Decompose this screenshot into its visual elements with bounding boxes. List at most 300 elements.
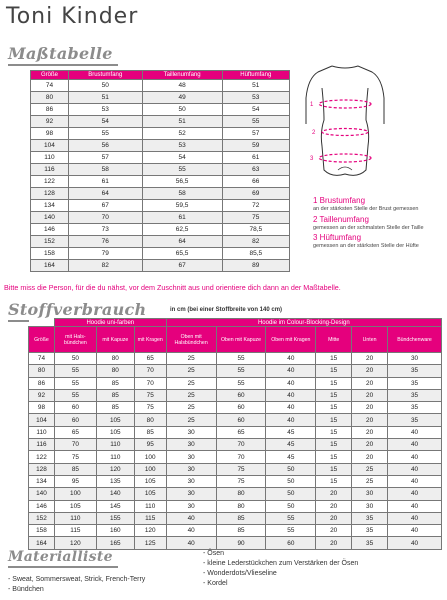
stoff-cell: 70 (134, 377, 166, 389)
stoff-cell: 40 (388, 439, 442, 451)
stoff-cell: 55 (216, 377, 266, 389)
column-header: Oben mit Halsbündchen (166, 327, 216, 353)
mass-cell: 53 (222, 92, 289, 104)
stoff-table-row (29, 463, 442, 475)
stoff-table-row (29, 402, 442, 414)
stoff-cell: 110 (54, 512, 96, 524)
stoff-cell: 105 (54, 500, 96, 512)
mass-cell: 128 (31, 188, 69, 200)
stoff-cell: 80 (216, 488, 266, 500)
mass-cell: 61 (142, 212, 222, 224)
stoff-cell: 40 (388, 426, 442, 438)
stoff-cell: 85 (134, 426, 166, 438)
mass-table-body (31, 80, 290, 272)
mass-cell: 55 (68, 128, 142, 140)
mass-cell: 63 (222, 164, 289, 176)
stoff-cell: 20 (316, 537, 352, 549)
stoff-cell: 105 (96, 414, 134, 426)
stoff-cell: 105 (96, 426, 134, 438)
mass-table-row (31, 164, 290, 176)
stoff-cell: 30 (166, 500, 216, 512)
stoff-table-row (29, 525, 442, 537)
stoff-cell: 30 (166, 439, 216, 451)
stoff-cell: 20 (316, 512, 352, 524)
mass-cell: 57 (222, 128, 289, 140)
legend-description: an der stärksten Stelle der Brust gemessen (313, 206, 419, 212)
mass-cell: 70 (68, 212, 142, 224)
stoff-cell: 70 (216, 439, 266, 451)
stoff-cell: 20 (352, 389, 388, 401)
stoff-cell: 35 (352, 537, 388, 549)
stoff-table (28, 318, 442, 550)
stoff-cell: 40 (266, 365, 316, 377)
legend-item-huefte (313, 233, 438, 250)
mass-cell: 158 (31, 248, 69, 260)
stoff-cell: 155 (96, 512, 134, 524)
stoff-cell: 95 (134, 439, 166, 451)
stoff-cell: 70 (134, 365, 166, 377)
stoff-cell: 15 (316, 475, 352, 487)
stoff-cell: 55 (216, 365, 266, 377)
stoff-cell: 45 (266, 439, 316, 451)
stoff-cell: 20 (316, 500, 352, 512)
mass-table-row (31, 188, 290, 200)
legend-item-brust (313, 196, 438, 213)
stoff-table-row (29, 353, 442, 365)
stoff-cell: 20 (316, 525, 352, 537)
stoff-cell: 110 (134, 500, 166, 512)
stoff-cell: 35 (388, 389, 442, 401)
stoff-table-row (29, 389, 442, 401)
stoff-table-row (29, 439, 442, 451)
mass-cell: 49 (142, 92, 222, 104)
mass-cell: 67 (142, 260, 222, 272)
column-header: Unten (352, 327, 388, 353)
material-item: - Ösen (203, 550, 225, 557)
stoff-cell: 60 (216, 402, 266, 414)
svg-text:2: 2 (312, 130, 316, 136)
size-cell: 164 (29, 537, 55, 549)
mass-cell: 152 (31, 236, 69, 248)
stoff-cell: 15 (316, 463, 352, 475)
mass-cell: 164 (31, 260, 69, 272)
stoff-cell: 30 (166, 475, 216, 487)
stoff-cell: 30 (166, 426, 216, 438)
material-item: - kleine Lederstückchen zum Verstärken der Ösen (203, 560, 359, 567)
stoff-cell: 35 (352, 512, 388, 524)
size-cell: 80 (29, 365, 55, 377)
stoff-cell: 15 (316, 402, 352, 414)
stoff-cell: 30 (166, 463, 216, 475)
stoff-cell: 105 (134, 488, 166, 500)
stoff-cell: 20 (352, 377, 388, 389)
mass-cell: 82 (68, 260, 142, 272)
stoff-cell: 40 (388, 463, 442, 475)
stoff-cell: 50 (266, 475, 316, 487)
mass-cell: 48 (142, 80, 222, 92)
material-item: - Wonderdots/Vlieseline (203, 570, 277, 577)
stoff-cell: 30 (388, 353, 442, 365)
mass-cell: 54 (142, 152, 222, 164)
material-list-right (203, 549, 358, 589)
stoff-cell: 25 (166, 353, 216, 365)
legend-label: 2 Taillenumfang (313, 214, 369, 224)
mass-table-row (31, 116, 290, 128)
stoff-table-row (29, 377, 442, 389)
mass-table-row (31, 128, 290, 140)
mass-header-cell: Hüftumfang (222, 71, 289, 80)
stoff-cell: 85 (216, 525, 266, 537)
materialliste-heading (8, 549, 118, 568)
stoff-cell: 30 (352, 488, 388, 500)
stoff-cell: 45 (266, 426, 316, 438)
stoff-cell: 100 (134, 451, 166, 463)
mass-cell: 53 (68, 104, 142, 116)
mass-cell: 61 (222, 152, 289, 164)
stoff-cell: 55 (216, 353, 266, 365)
mass-cell: 75 (222, 212, 289, 224)
mass-table-row (31, 140, 290, 152)
stoff-cell: 50 (266, 488, 316, 500)
stoff-cell: 50 (266, 463, 316, 475)
stoff-cell: 55 (54, 377, 96, 389)
stoff-cell: 165 (96, 537, 134, 549)
brand-title: Toni Kinder (6, 4, 139, 29)
stoff-cell: 50 (54, 353, 96, 365)
mass-cell: 74 (31, 80, 69, 92)
stoff-cell: 65 (134, 353, 166, 365)
empty-corner-cell (29, 319, 55, 327)
stoff-cell: 30 (352, 500, 388, 512)
stoff-cell: 95 (54, 475, 96, 487)
stoff-cell: 55 (54, 389, 96, 401)
stoff-cell: 40 (388, 525, 442, 537)
legend-description: gemessen an der stärksten Stelle der Hüfte (313, 243, 419, 249)
mass-cell: 51 (222, 80, 289, 92)
stoff-cell: 40 (166, 537, 216, 549)
stoff-cell: 15 (316, 426, 352, 438)
size-cell: 128 (29, 463, 55, 475)
stoff-cell: 50 (266, 500, 316, 512)
size-cell: 146 (29, 500, 55, 512)
mass-cell: 79 (68, 248, 142, 260)
stoff-cell: 85 (96, 389, 134, 401)
stoff-table-row (29, 475, 442, 487)
mass-header-cell: Taillenumfang (142, 71, 222, 80)
mass-cell: 72 (222, 200, 289, 212)
mass-header-cell: Größe (31, 71, 69, 80)
stoff-cell: 25 (166, 389, 216, 401)
legend-label: 3 Hüftumfang (313, 233, 362, 242)
mass-table-row (31, 212, 290, 224)
size-cell: 134 (29, 475, 55, 487)
stoff-table-row (29, 500, 442, 512)
column-header: mit Kragen (134, 327, 166, 353)
mass-cell: 85,5 (222, 248, 289, 260)
stoff-cell: 120 (54, 537, 96, 549)
stoff-cell: 40 (266, 377, 316, 389)
size-cell: 110 (29, 426, 55, 438)
mass-cell: 80 (31, 92, 69, 104)
stoff-table-row (29, 488, 442, 500)
stoff-cell: 75 (216, 475, 266, 487)
stoff-cell: 20 (352, 426, 388, 438)
stoff-cell: 15 (316, 451, 352, 463)
stoff-cell: 75 (134, 389, 166, 401)
size-cell: 86 (29, 377, 55, 389)
stoff-cell: 115 (134, 512, 166, 524)
stoff-cell: 140 (96, 488, 134, 500)
stoff-cell: 40 (166, 525, 216, 537)
mass-cell: 76 (68, 236, 142, 248)
stoff-column-header (29, 327, 442, 353)
stoff-cell: 75 (54, 451, 96, 463)
svg-text:3: 3 (310, 156, 314, 162)
stoff-cell: 40 (388, 488, 442, 500)
mass-cell: 55 (222, 116, 289, 128)
stoff-cell: 40 (266, 414, 316, 426)
mass-cell: 62,5 (142, 224, 222, 236)
stoff-cell: 15 (316, 377, 352, 389)
mass-cell: 82 (222, 236, 289, 248)
stoff-cell: 35 (388, 365, 442, 377)
mass-cell: 58 (142, 188, 222, 200)
mass-table-row (31, 200, 290, 212)
mass-table-row (31, 80, 290, 92)
materialliste-heading-text: Materialliste (8, 549, 113, 565)
mass-cell: 140 (31, 212, 69, 224)
mass-cell: 54 (222, 104, 289, 116)
measurement-legend (313, 196, 438, 252)
stoff-table-body (29, 319, 442, 550)
mass-cell: 65,5 (142, 248, 222, 260)
stoff-cell: 40 (388, 512, 442, 524)
stoff-cell: 55 (54, 365, 96, 377)
mass-cell: 50 (142, 104, 222, 116)
mass-cell: 55 (142, 164, 222, 176)
mass-cell: 52 (142, 128, 222, 140)
material-item: - Sweat, Sommersweat, Strick, French-Terry (8, 576, 146, 583)
legend-item-taille (313, 215, 438, 232)
stoff-cell: 30 (166, 451, 216, 463)
stoff-table-row (29, 426, 442, 438)
mass-header-cell: Brustumfang (68, 71, 142, 80)
stoff-cell: 40 (166, 512, 216, 524)
mass-table-row (31, 92, 290, 104)
stoff-cell: 60 (216, 414, 266, 426)
mass-cell: 92 (31, 116, 69, 128)
stoff-cell: 20 (316, 488, 352, 500)
mass-cell: 51 (68, 92, 142, 104)
body-measurement-figure (302, 58, 388, 188)
stoff-cell: 40 (266, 389, 316, 401)
mass-cell: 73 (68, 224, 142, 236)
stoff-cell: 55 (266, 512, 316, 524)
stoff-cell: 85 (96, 377, 134, 389)
mass-cell: 58 (68, 164, 142, 176)
size-cell: 158 (29, 525, 55, 537)
size-cell: 140 (29, 488, 55, 500)
stoff-table-row (29, 537, 442, 549)
mass-table-row (31, 104, 290, 116)
mass-table (30, 70, 290, 272)
size-cell: 122 (29, 451, 55, 463)
mass-table-row (31, 236, 290, 248)
mass-cell: 53 (142, 140, 222, 152)
stoff-cell: 80 (96, 353, 134, 365)
stoff-cell: 35 (388, 377, 442, 389)
mass-table-row (31, 152, 290, 164)
stoff-cell: 45 (266, 451, 316, 463)
column-header: mit Kapuze (96, 327, 134, 353)
mass-cell: 89 (222, 260, 289, 272)
stoff-cell: 65 (54, 426, 96, 438)
mass-cell: 86 (31, 104, 69, 116)
stoff-cell: 60 (54, 402, 96, 414)
stoff-cell: 125 (134, 537, 166, 549)
stoff-cell: 40 (266, 402, 316, 414)
stoff-cell: 135 (96, 475, 134, 487)
stoff-cell: 80 (96, 365, 134, 377)
size-cell: 104 (29, 414, 55, 426)
stoff-cell: 20 (352, 439, 388, 451)
size-cell: 74 (29, 353, 55, 365)
group-block-header: Hoodie im Colour-Blocking-Design (166, 319, 441, 327)
stoff-group-header (29, 319, 442, 327)
stoff-cell: 20 (352, 353, 388, 365)
masstabelle-heading (8, 44, 118, 66)
stoffverbrauch-heading-text: Stoffverbrauch (8, 300, 147, 319)
stoff-cell: 35 (388, 402, 442, 414)
column-header: Oben mit Kapuze (216, 327, 266, 353)
mass-cell: 56 (68, 140, 142, 152)
mass-cell: 51 (142, 116, 222, 128)
material-item: - Kordel (203, 580, 228, 587)
stoff-cell: 35 (388, 414, 442, 426)
size-cell: 152 (29, 512, 55, 524)
stoff-cell: 20 (352, 414, 388, 426)
stoff-cell: 160 (96, 525, 134, 537)
mass-cell: 50 (68, 80, 142, 92)
stoff-cell: 80 (216, 500, 266, 512)
stoff-cell: 20 (352, 365, 388, 377)
heading-underline (8, 566, 118, 568)
stoff-cell: 40 (266, 353, 316, 365)
stoff-cell: 100 (134, 463, 166, 475)
stoff-cell: 85 (96, 402, 134, 414)
stoff-cell: 15 (316, 439, 352, 451)
stoff-cell: 100 (54, 488, 96, 500)
mass-cell: 116 (31, 164, 69, 176)
stoff-cell: 90 (216, 537, 266, 549)
size-header: Größe (29, 327, 55, 353)
stoff-cell: 30 (166, 488, 216, 500)
stoff-cell: 80 (134, 414, 166, 426)
stoff-cell: 115 (54, 525, 96, 537)
stoff-cell: 25 (166, 365, 216, 377)
stoff-cell: 40 (388, 537, 442, 549)
stoff-cell: 25 (166, 402, 216, 414)
mass-cell: 54 (68, 116, 142, 128)
stoff-cell: 35 (352, 525, 388, 537)
masstabelle-heading-text: Maßtabelle (8, 44, 113, 63)
stoff-cell: 20 (352, 451, 388, 463)
mass-cell: 64 (142, 236, 222, 248)
mass-cell: 104 (31, 140, 69, 152)
mass-cell: 146 (31, 224, 69, 236)
mass-cell: 59,5 (142, 200, 222, 212)
stoff-table-row (29, 414, 442, 426)
mass-cell: 56,5 (142, 176, 222, 188)
stoff-cell: 70 (216, 451, 266, 463)
stoff-cell: 25 (352, 475, 388, 487)
stoff-cell: 120 (96, 463, 134, 475)
mass-cell: 134 (31, 200, 69, 212)
mass-table-row (31, 260, 290, 272)
stoff-cell: 110 (96, 439, 134, 451)
stoff-cell: 25 (166, 414, 216, 426)
legend-label: 1 Brustumfang (313, 196, 366, 205)
size-cell: 92 (29, 389, 55, 401)
mass-cell: 122 (31, 176, 69, 188)
size-cell: 98 (29, 402, 55, 414)
column-header: mit Hals-bündchen (54, 327, 96, 353)
stoff-cell: 65 (216, 426, 266, 438)
heading-underline (8, 64, 118, 66)
stoff-cell: 70 (54, 439, 96, 451)
stoff-cell: 15 (316, 414, 352, 426)
stoff-cell: 145 (96, 500, 134, 512)
stoff-cell: 85 (216, 512, 266, 524)
stoff-cell: 40 (388, 475, 442, 487)
material-list-left (8, 575, 145, 595)
stoff-cell: 40 (388, 451, 442, 463)
mass-cell: 57 (68, 152, 142, 164)
mass-cell: 98 (31, 128, 69, 140)
stoff-cell: 25 (166, 377, 216, 389)
stoff-cell: 40 (388, 500, 442, 512)
group-uni-header: Hoodie uni-farben (54, 319, 166, 327)
stoff-table-row (29, 451, 442, 463)
mass-cell: 67 (68, 200, 142, 212)
stoff-cell: 25 (352, 463, 388, 475)
stoff-cell: 15 (316, 389, 352, 401)
stoff-cell: 60 (54, 414, 96, 426)
mass-cell: 66 (222, 176, 289, 188)
mass-cell: 78,5 (222, 224, 289, 236)
mass-cell: 64 (68, 188, 142, 200)
mass-table-row (31, 248, 290, 260)
mass-cell: 59 (222, 140, 289, 152)
mass-cell: 61 (68, 176, 142, 188)
legend-description: gemessen an der schmalsten Stelle der Taille (313, 224, 424, 231)
mass-table-row (31, 176, 290, 188)
mass-table-row (31, 224, 290, 236)
stoff-cell: 60 (216, 389, 266, 401)
mass-table-header (31, 71, 290, 80)
material-item: - Bündchen (8, 586, 44, 593)
column-header: Bündchenware (388, 327, 442, 353)
stoff-cell: 120 (134, 525, 166, 537)
stoff-cell: 75 (216, 463, 266, 475)
mass-cell: 69 (222, 188, 289, 200)
measure-note: Bitte miss die Person, für die du nähst, vor dem Zuschnitt aus und orientiere dich dann an der Maßtabelle. (4, 283, 341, 292)
stoff-cell: 20 (352, 402, 388, 414)
stoff-cell: 15 (316, 365, 352, 377)
stoff-cell: 15 (316, 353, 352, 365)
stoff-cell: 85 (54, 463, 96, 475)
stoff-table-row (29, 365, 442, 377)
